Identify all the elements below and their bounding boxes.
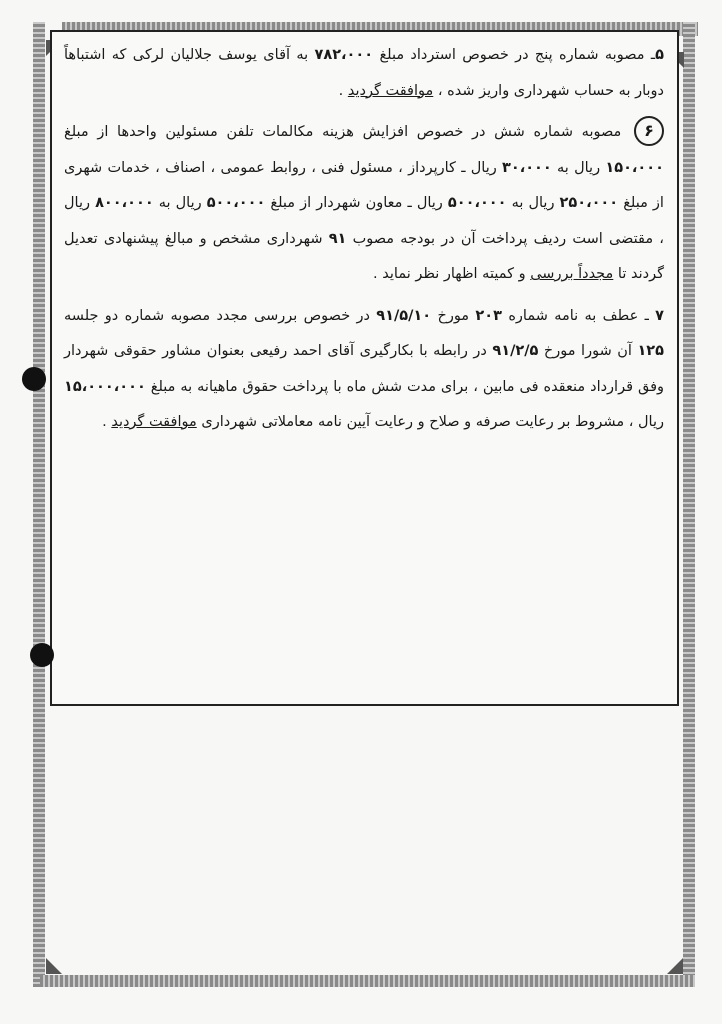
item-number-circled: ۶ [634, 116, 664, 146]
amount-value: ۷۸۲،۰۰۰ [314, 47, 374, 63]
page-border-right [683, 22, 695, 987]
border-corner-ornament [46, 958, 62, 974]
resolution-item-6: ۶ مصوبه شماره شش در خصوص افزایش هزینه مکالمات تلفن مسئولین واحدها از مبلغ ۱۵۰،۰۰۰ ریال به ۳۰،۰۰۰ ریال ـ کارپرداز ، مسئول فنی ، روابط عمومی ، اصناف ، خدمات شهری از مبلغ ۲۵۰،۰۰۰ ریال به ۵۰۰،۰۰۰ ریال ـ معاون شهردار از مبلغ ۵۰۰،۰۰۰ ریال به ۸۰۰،۰۰۰ ریال ، مقتضی است ردیف پرداخت آن در بودجه مصوب ۹۱ شهرداری مشخص و مبالغ پیشنهادی تعدیل گردند تا مجدداً بررسی و کمیته اظهار نظر نماید . [64, 115, 664, 293]
page-border-left [33, 22, 45, 987]
decision-text: موافقت گردید [111, 414, 197, 430]
border-corner-ornament [667, 958, 683, 974]
punch-hole [22, 367, 46, 391]
punch-hole [30, 643, 54, 667]
resolution-item-7: ۷ ـ عطف به نامه شماره ۲۰۳ مورخ ۹۱/۵/۱۰ در خصوص بررسی مجدد مصوبه شماره دو جلسه ۱۲۵ آن شورا مورخ ۹۱/۲/۵ در رابطه با بکارگیری آقای احمد رفیعی بعنوان مشاور حقوقی شهردار وفق قرارداد منعقده فی مابین ، برای مدت شش ماه با پرداخت حقوق ماهیانه به مبلغ ۱۵،۰۰۰،۰۰۰ ریال ، مشروط بر رعایت صرفه و صلاح و رعایت آیین نامه معاملاتی شهرداری موافقت گردید . [64, 307, 665, 430]
review-text: مجدداً بررسی [530, 266, 614, 282]
resolution-item-5: ۵ـ مصوبه شماره پنج در خصوص استرداد مبلغ ۷۸۲،۰۰۰ به آقای یوسف جلالیان لرکی که اشتباهاً دوبار به حساب شهرداری واریز شده ، موافقت گردید . [64, 47, 664, 99]
resolutions-text [64, 38, 664, 441]
item-number: ۵ [655, 47, 664, 63]
item-number: ۷ [655, 307, 665, 324]
page-border-bottom [40, 975, 695, 987]
decision-text: موافقت گردید [347, 82, 434, 99]
